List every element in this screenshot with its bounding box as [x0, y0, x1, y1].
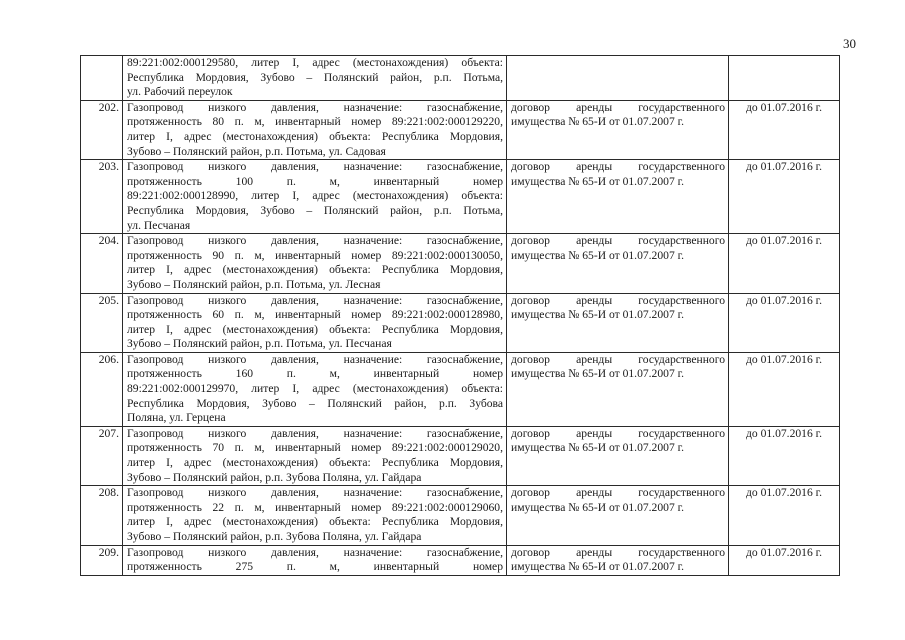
table-row	[81, 352, 840, 426]
basis-line: имущества № 65-И от 01.07.2007 г.	[511, 174, 684, 188]
description-line: литер I, адрес (местонахождения) объекта: Республика Мордовия,	[127, 263, 503, 277]
basis-line: имущества № 65-И от 01.07.2007 г.	[511, 308, 684, 322]
basis-cell	[507, 234, 729, 293]
term-cell: до 01.07.2016 г.	[729, 545, 840, 575]
description-line: Республика Мордовия, Зубово – Полянский район, р.п. Потьма,	[127, 70, 503, 84]
object-description-cell	[123, 100, 507, 159]
basis-line: договор аренды государственного	[511, 352, 725, 366]
description-line: ул. Песчаная	[127, 218, 191, 232]
term-cell: до 01.07.2016 г.	[729, 426, 840, 485]
description-line: Газопровод низкого давления, назначение: газоснабжение,	[127, 352, 503, 366]
description-line: Газопровод низкого давления, назначение: газоснабжение,	[127, 293, 503, 307]
description-line: 89:221:002:000129580, литер I, адрес (местонахождения) объекта:	[127, 56, 503, 69]
description-line: Газопровод низкого давления, назначение: газоснабжение,	[127, 100, 503, 114]
object-description-cell	[123, 234, 507, 293]
table-row	[81, 100, 840, 159]
property-table-body	[81, 56, 840, 576]
term-cell: до 01.07.2016 г.	[729, 100, 840, 159]
object-description-cell	[123, 56, 507, 101]
description-line: протяженность 80 п. м, инвентарный номер 89:221:002:000129220,	[127, 115, 503, 129]
row-number: 206.	[81, 352, 123, 426]
description-line: Республика Мордовия, Зубово – Полянский район, р.п. Потьма,	[127, 203, 503, 217]
basis-cell	[507, 100, 729, 159]
term-cell: до 01.07.2016 г.	[729, 352, 840, 426]
basis-cell	[507, 293, 729, 352]
table-row	[81, 545, 840, 575]
description-line: Газопровод низкого давления, назначение: газоснабжение,	[127, 160, 503, 174]
table-row	[81, 426, 840, 485]
description-line: ул. Рабочий переулок	[127, 85, 233, 99]
basis-line: имущества № 65-И от 01.07.2007 г.	[511, 248, 684, 262]
description-line: 89:221:002:000129970, литер I, адрес (местонахождения) объекта:	[127, 382, 503, 396]
description-line: протяженность 275 п. м, инвентарный номер	[127, 560, 503, 574]
basis-line: договор аренды государственного	[511, 545, 725, 559]
description-line: Зубово – Полянский район, р.п. Потьма, ул. Песчаная	[127, 337, 392, 351]
page-number: 30	[843, 36, 856, 51]
basis-line: договор аренды государственного	[511, 293, 725, 307]
basis-line: договор аренды государственного	[511, 160, 725, 174]
row-number: 208.	[81, 486, 123, 545]
row-number: 207.	[81, 426, 123, 485]
basis-cell	[507, 160, 729, 234]
object-description-cell	[123, 160, 507, 234]
description-line: протяженность 100 п. м, инвентарный номер	[127, 174, 503, 188]
description-line: 89:221:002:000128990, литер I, адрес (местонахождения) объекта:	[127, 189, 503, 203]
description-line: протяженность 90 п. м, инвентарный номер 89:221:002:000130050,	[127, 248, 503, 262]
basis-line: имущества № 65-И от 01.07.2007 г.	[511, 441, 684, 455]
basis-cell	[507, 56, 729, 101]
basis-line: договор аренды государственного	[511, 100, 725, 114]
description-line: литер I, адрес (местонахождения) объекта: Республика Мордовия,	[127, 456, 503, 470]
description-line: литер I, адрес (местонахождения) объекта: Республика Мордовия,	[127, 515, 503, 529]
term-cell	[729, 56, 840, 101]
row-number-cell	[81, 56, 123, 101]
basis-line: имущества № 65-И от 01.07.2007 г.	[511, 367, 684, 381]
object-description-cell	[123, 352, 507, 426]
basis-cell	[507, 486, 729, 545]
table-row	[81, 293, 840, 352]
description-line: протяженность 70 п. м, инвентарный номер 89:221:002:000129020,	[127, 441, 503, 455]
row-number: 202.	[81, 100, 123, 159]
property-table	[80, 55, 840, 576]
term-cell: до 01.07.2016 г.	[729, 293, 840, 352]
object-description-cell	[123, 426, 507, 485]
basis-line: имущества № 65-И от 01.07.2007 г.	[511, 115, 684, 129]
description-line: Поляна, ул. Герцена	[127, 411, 226, 425]
basis-cell	[507, 545, 729, 575]
table-row	[81, 160, 840, 234]
object-description-cell	[123, 486, 507, 545]
description-line: Республика Мордовия, Зубово – Полянский район, р.п. Зубова	[127, 396, 503, 410]
basis-cell	[507, 352, 729, 426]
term-cell: до 01.07.2016 г.	[729, 160, 840, 234]
basis-cell	[507, 426, 729, 485]
description-line: Газопровод низкого давления, назначение: газоснабжение,	[127, 486, 503, 500]
basis-line: договор аренды государственного	[511, 486, 725, 500]
basis-line: имущества № 65-И от 01.07.2007 г.	[511, 560, 684, 574]
object-description-cell	[123, 293, 507, 352]
row-number: 205.	[81, 293, 123, 352]
row-number: 209.	[81, 545, 123, 575]
basis-line: договор аренды государственного	[511, 426, 725, 440]
table-row	[81, 486, 840, 545]
description-line: Зубово – Полянский район, р.п. Зубова Поляна, ул. Гайдара	[127, 470, 422, 484]
table-row	[81, 234, 840, 293]
object-description-cell	[123, 545, 507, 575]
description-line: Газопровод низкого давления, назначение: газоснабжение,	[127, 234, 503, 248]
table-row-continuation	[81, 56, 840, 101]
basis-line: имущества № 65-И от 01.07.2007 г.	[511, 500, 684, 514]
description-line: литер I, адрес (местонахождения) объекта: Республика Мордовия,	[127, 322, 503, 336]
term-cell: до 01.07.2016 г.	[729, 486, 840, 545]
description-line: Зубово – Полянский район, р.п. Потьма, ул. Садовая	[127, 144, 386, 158]
row-number: 204.	[81, 234, 123, 293]
description-line: Зубово – Полянский район, р.п. Потьма, ул. Лесная	[127, 277, 381, 291]
description-line: Зубово – Полянский район, р.п. Зубова Поляна, ул. Гайдара	[127, 530, 422, 543]
basis-line: договор аренды государственного	[511, 234, 725, 248]
term-cell: до 01.07.2016 г.	[729, 234, 840, 293]
description-line: Газопровод низкого давления, назначение: газоснабжение,	[127, 545, 503, 559]
description-line: протяженность 60 п. м, инвентарный номер 89:221:002:000128980,	[127, 308, 503, 322]
description-line: Газопровод низкого давления, назначение: газоснабжение,	[127, 426, 503, 440]
row-number: 203.	[81, 160, 123, 234]
description-line: протяженность 160 п. м, инвентарный номер	[127, 367, 503, 381]
description-line: литер I, адрес (местонахождения) объекта: Республика Мордовия,	[127, 129, 503, 143]
description-line: протяженность 22 п. м, инвентарный номер 89:221:002:000129060,	[127, 500, 503, 514]
